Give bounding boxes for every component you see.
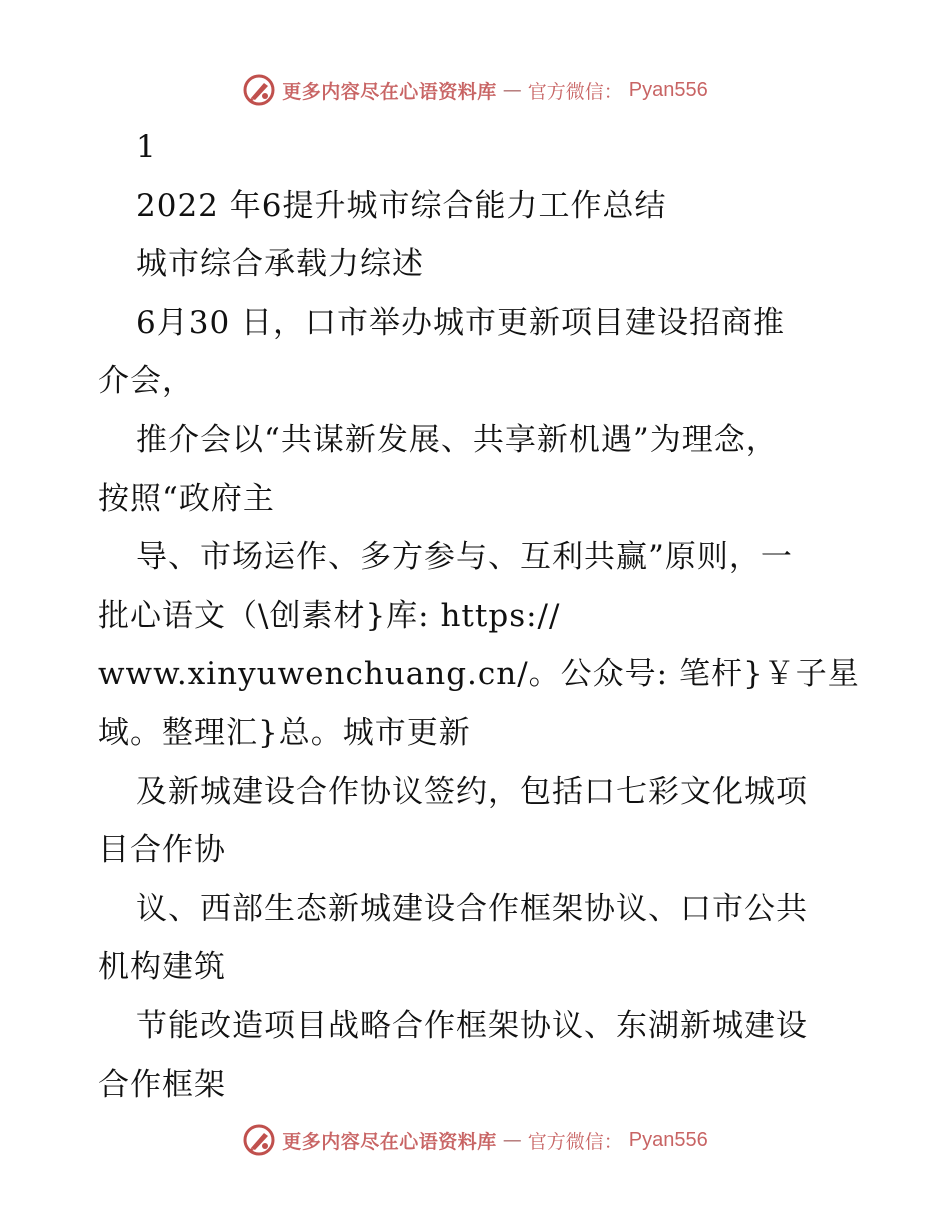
- doc-line: 节能改造项目战略合作框架协议、东湖新城建设: [136, 1007, 808, 1044]
- doc-line: 批心语文（\创素材}库: https://: [98, 597, 561, 634]
- footer-banner-text: 更多内容尽在心语资料库: [282, 1130, 497, 1153]
- footer-wechat-label: 官方微信：: [527, 1130, 623, 1153]
- footer-banner: [0, 1120, 950, 1160]
- doc-line: 域。整理汇}总。城市更新: [98, 714, 471, 751]
- doc-line: 介会，: [98, 363, 194, 400]
- header-banner-text: 更多内容尽在心语资料库: [282, 80, 497, 103]
- doc-line: 合作框架: [98, 1066, 226, 1103]
- footer-banner-separator: —: [502, 1129, 522, 1151]
- doc-line: www.xinyuwenchuang.cn/。公众号: 笔杆}￥子星: [98, 656, 860, 693]
- doc-line: 机构建筑: [98, 949, 226, 986]
- doc-line: 导、市场运作、多方参与、互利共赢”原则，一: [136, 539, 793, 576]
- doc-line: 推介会以“共谋新发展、共享新机遇”为理念，: [136, 421, 778, 458]
- doc-line: 目合作协: [98, 832, 226, 869]
- doc-line: 6月30 日，口市举办城市更新项目建设招商推: [136, 304, 786, 341]
- pen-logo-icon: [242, 1123, 276, 1157]
- header-banner: [0, 70, 950, 110]
- doc-subtitle: 城市综合承载力综述: [136, 246, 424, 283]
- pen-logo-icon: [242, 73, 276, 107]
- doc-line: 按照“政府主: [98, 480, 275, 517]
- doc-line: 议、西部生态新城建设合作框架协议、口市公共: [136, 890, 808, 927]
- doc-title: 2022 年6提升城市综合能力工作总结: [136, 187, 667, 224]
- doc-line: 1: [136, 129, 157, 165]
- doc-line: 及新城建设合作协议签约，包括口七彩文化城项: [136, 773, 808, 810]
- footer-wechat-handle: Pyan556: [628, 1128, 708, 1151]
- header-wechat-handle: Pyan556: [628, 78, 708, 101]
- document-body: [98, 118, 858, 1114]
- header-wechat-label: 官方微信：: [527, 80, 623, 103]
- header-banner-separator: —: [502, 79, 522, 101]
